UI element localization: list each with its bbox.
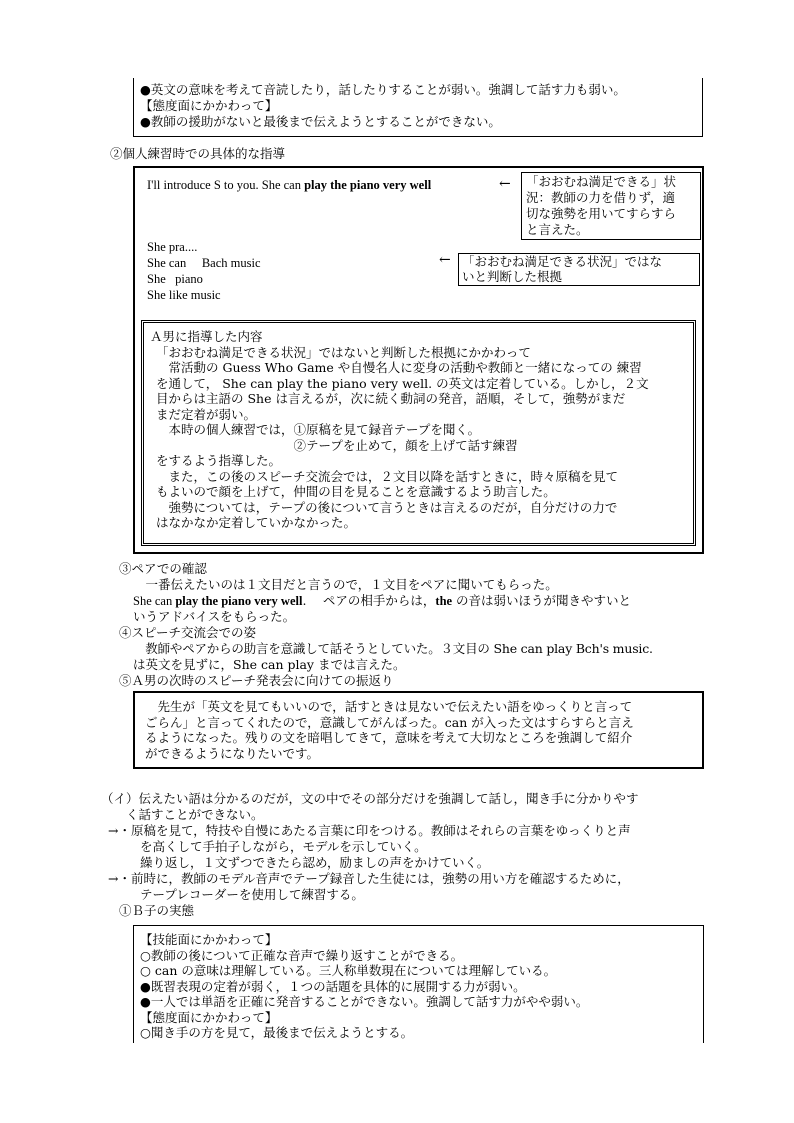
reflection-line: るようになった。残りの文を暗唱してきて，意味を考えて大切なところを強調して紹介 xyxy=(145,730,633,745)
guidance-line: 目からは主語の She は言えるが，次に続く動詞の発音，語順，そして，強勢がまだ xyxy=(156,391,626,406)
guidance-line: Ａ男に指導した内容 xyxy=(150,329,263,344)
guidance-line: 本時の個人練習では，①原稿を見て録音テープを聞く。 xyxy=(156,422,481,437)
section-3-title: ③ペアでの確認 xyxy=(119,561,207,576)
section-i-line-3: →・原稿を見て，特技や自慢にあたる言葉に印をつける。教師はそれらの言葉をゆっくりと声 xyxy=(108,823,631,838)
section-3-line-2 xyxy=(133,593,631,610)
attempt-4: She like music xyxy=(147,288,221,302)
attempt-3: She piano xyxy=(147,272,203,286)
attempt-1: She pra.... xyxy=(147,240,198,254)
section-4-line-1: 教師やペアからの助言を意識して話そうとしていた。３文目の She can play Bch's music. xyxy=(133,641,653,656)
section-2-title: ②個人練習時での具体的な指導 xyxy=(110,146,286,161)
s3-part-e: の音は弱いほうが聞きやすいと xyxy=(452,593,632,608)
section-i-line-7: テープレコーダーを使用して練習する。 xyxy=(140,887,364,902)
bottom-box-line: ●既習表現の定着が弱く，１つの話題を具体的に展開する力が弱い。 xyxy=(140,978,526,994)
note-2-line-2: いと判断した根拠 xyxy=(462,269,563,284)
guidance-line: まだ定着が弱い。 xyxy=(156,406,257,422)
section-4-title: ④スピーチ交流会での姿 xyxy=(119,625,257,640)
section-i-line-2: く話すことができない。 xyxy=(126,807,264,822)
bottom-box-line: ●一人では単語を正確に発音することができない。強調して話す力がやや弱い。 xyxy=(140,994,589,1009)
note-1-line-2: 況：教師の力を借りず，適 xyxy=(526,190,676,205)
guidance-line: 常活動の Guess Who Game や自慢名人に変身の活動や教師と一緒になっての 練習 xyxy=(156,360,642,375)
top-box-line-2: 【態度面にかかわって】 xyxy=(140,98,278,113)
section-3-line-1: 一番伝えたいのは１文目だと言うので，１文目をペアに聞いてもらった。 xyxy=(133,577,558,592)
section-i-line-4: を高くして手拍子しながら，モデルを示していく。 xyxy=(140,839,427,854)
top-box-line-1: ●英文の意味を考えて音読したり，話したりすることが弱い。強調して話す力も弱い。 xyxy=(140,82,626,97)
guidance-line: 強勢については，テープの後について言うときは言えるのだが，自分だけの力で xyxy=(156,499,618,515)
practice-line-1 xyxy=(147,178,431,194)
s3-part-d: the xyxy=(435,594,453,608)
reflection-line: ができるようになりたいです。 xyxy=(145,745,320,761)
top-box-line-3: ●教師の援助がないと最後まで伝えようとすることができない。 xyxy=(140,114,501,129)
note-1-line-1: 「おおむね満足できる」状 xyxy=(526,174,677,189)
practice-line-1-plain: I'll introduce S to you. She can xyxy=(147,178,305,192)
note-2-line-1: 「おおむね満足できる状況」ではな xyxy=(462,254,663,269)
guidance-line: を通して， She can play the piano very well. の英文は定着している。しかし，２文 xyxy=(156,375,649,391)
bottom-box-line: 【態度面にかかわって】 xyxy=(140,1009,278,1025)
guidance-line: ②テープを止めて，顔を上げて話す練習 xyxy=(156,437,518,453)
guidance-content xyxy=(150,329,690,531)
reflection-box xyxy=(133,691,704,769)
bottom-box-line: ○聞き手の方を見て，最後まで伝えようとする。 xyxy=(140,1025,414,1040)
s3-part-b: play the piano very well xyxy=(175,594,303,608)
note-1-line-4: と言えた。 xyxy=(526,222,589,237)
section-i-line-5: 繰り返し，１文ずつできたら認め，励ましの声をかけていく。 xyxy=(140,855,490,870)
guidance-line: をするよう指導した。 xyxy=(156,453,282,468)
s3-part-c: . ペアの相手からは， xyxy=(302,593,436,608)
section-4-line-2: は英文を見ずに，She can play までは言えた。 xyxy=(133,657,406,672)
reflection-content xyxy=(145,699,634,761)
section-i-line-1: （イ）伝えたい語は分かるのだが，文の中でその部分だけを強調して話し，聞き手に分かりやす xyxy=(101,791,639,806)
section-5-title: ⑤Ａ男の次時のスピーチ発表会に向けての振返り xyxy=(119,673,394,688)
bottom-box xyxy=(133,925,704,1043)
practice-line-1-bold: play the piano very well xyxy=(304,178,432,192)
guidance-line: 「おおむね満足できる状況」ではないと判断した根拠にかかわって xyxy=(156,344,531,360)
bottom-box-line: 【技能面にかかわって】 xyxy=(140,932,278,947)
bottom-box-line: ○教師の後について正確な音声で繰り返すことができる。 xyxy=(140,947,464,963)
arrow-2: ← xyxy=(439,252,451,268)
arrow-1: ← xyxy=(499,176,511,192)
guidance-line: はなかなか定着していかなかった。 xyxy=(156,515,357,530)
note-box-2 xyxy=(458,253,700,286)
guidance-box xyxy=(141,320,696,546)
reflection-line: 先生が「英文を見てもいいので，話すときは見ないで伝えたい語をゆっくりと言って xyxy=(145,699,633,714)
s3-part-a: She can xyxy=(133,594,176,608)
top-box xyxy=(133,78,703,137)
note-box-1 xyxy=(521,172,701,240)
note-1-line-3: 切な強勢を用いてすらすら xyxy=(526,206,677,221)
section-3-line-3: いうアドバイスをもらった。 xyxy=(133,609,296,624)
guidance-line: また，この後のスピーチ交流会では，２文目以降を話すときに，時々原稿を見て xyxy=(156,468,619,484)
section-i-line-8: ①Ｂ子の実態 xyxy=(119,903,195,918)
attempt-2: She can Bach music xyxy=(147,256,261,270)
bottom-box-line: ○ can の意味は理解している。三人称単数現在については理解している。 xyxy=(140,963,557,978)
reflection-line: ごらん」と言ってくれたので，意識してがんばった。can が入った文はすらすらと言え xyxy=(145,714,634,730)
practice-box xyxy=(133,166,704,554)
bottom-box-content xyxy=(140,932,588,1041)
guidance-line: もよいので顔を上げて，仲間の目を見ることを意識するよう助言した。 xyxy=(156,484,556,499)
section-i-line-6: →・前時に，教師のモデル音声でテープ録音した生徒には，強勢の用い方を確認するために， xyxy=(108,871,630,886)
